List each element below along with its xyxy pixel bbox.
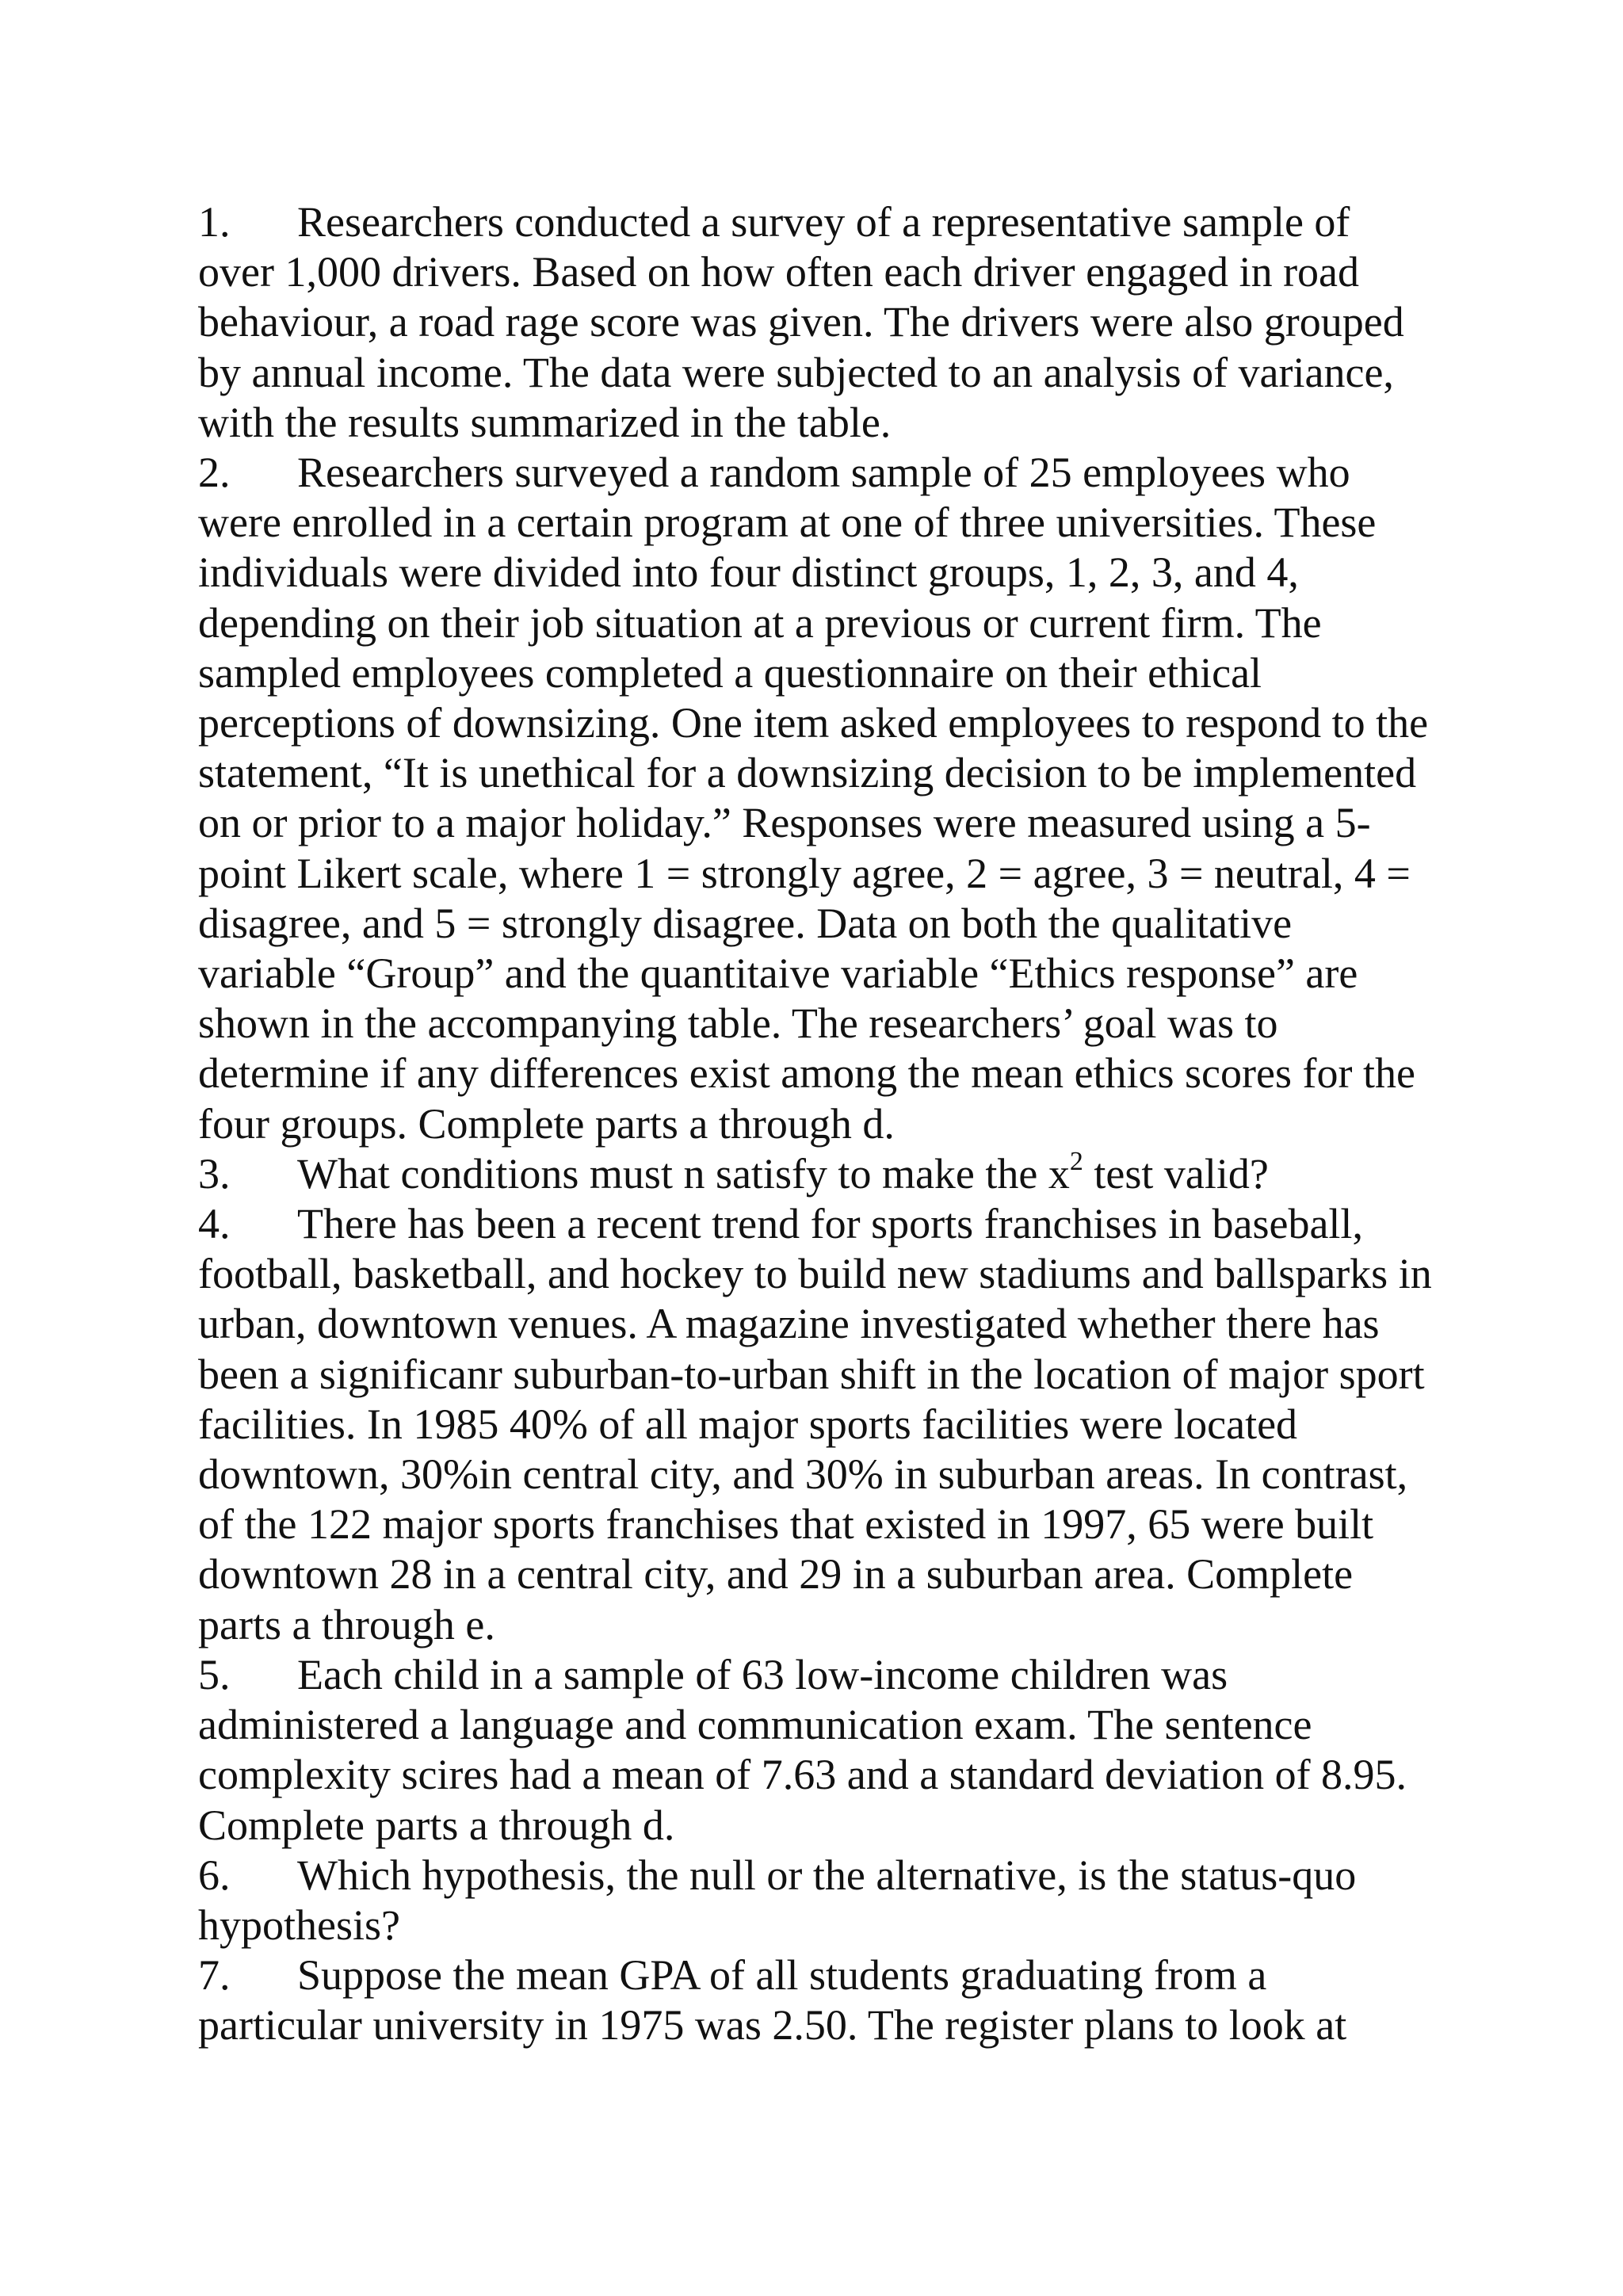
question-text: Which hypothesis, the null or the alternative, is the status-quo hypothesis? [198, 1851, 1357, 1949]
document-body [198, 197, 1434, 2051]
question-text-before: What conditions must n satisfy to make the x [297, 1149, 1070, 1198]
question-number: 5. [198, 1650, 231, 1698]
question-5 [198, 1650, 1434, 1851]
question-2 [198, 448, 1434, 1149]
question-text: Researchers surveyed a random sample of 25 employees who were enrolled in a certain program at one of three universities. These individuals were divided into four distinct groups, 1, 2, 3, and 4, depending on their job situation at a previous or current firm. The sampled employees completed a questionnaire on their ethical perceptions of downsizing. One item asked employees to respond to the statement, “It is unethical for a downsizing decision to be implemented on or prior to a major holiday.” Responses were measured using a 5-point Likert scale, where 1 = strongly agree, 2 = agree, 3 = neutral, 4 = disagree, and 5 = strongly disagree. Data on both the qualitative variable “Group” and the quantitaive variable “Ethics response” are shown in the accompanying table. The researchers’ goal was to determine if any differences exist among the mean ethics scores for the four groups. Complete parts a through d. [198, 449, 1429, 1148]
question-number: 1. [198, 198, 231, 246]
question-text: Suppose the mean GPA of all students graduating from a particular university in 1975 was 2.50. The register plans to look at [198, 1951, 1347, 2050]
question-number: 6. [198, 1851, 231, 1899]
question-number: 7. [198, 1951, 231, 2000]
superscript-exponent: 2 [1069, 1146, 1083, 1176]
question-1 [198, 197, 1434, 448]
question-number: 4. [198, 1200, 231, 1248]
question-4 [198, 1199, 1434, 1650]
question-3 [198, 1146, 1434, 1199]
question-number: 3. [198, 1149, 231, 1198]
question-number: 2. [198, 449, 231, 497]
question-text: There has been a recent trend for sports franchises in baseball, football, basketball, and hockey to build new stadiums and ballsparks in urban, downtown venues. A magazine investigated whether there has been a significanr suburban-to-urban shift in the location of major sport facilities. In 1985 40% of all major sports facilities were located downtown, 30%in central city, and 30% in suburban areas. In contrast, of the 122 major sports franchises that existed in 1997, 65 were built downtown 28 in a central city, and 29 in a suburban area. Complete parts a through e. [198, 1200, 1432, 1648]
question-text: Each child in a sample of 63 low-income children was administered a language and communication exam. The sentence complexity scires had a mean of 7.63 and a standard deviation of 8.95. Complete parts a through d. [198, 1650, 1407, 1849]
question-6 [198, 1851, 1434, 1950]
question-7 [198, 1950, 1434, 2050]
question-text: Researchers conducted a survey of a representative sample of over 1,000 drivers. Based on how often each driver engaged in road behaviour, a road rage score was given. The drivers were also grouped by annual income. The data were subjected to an analysis of variance, with the results summarized in the table. [198, 198, 1404, 446]
question-text-after: test valid? [1083, 1149, 1269, 1198]
